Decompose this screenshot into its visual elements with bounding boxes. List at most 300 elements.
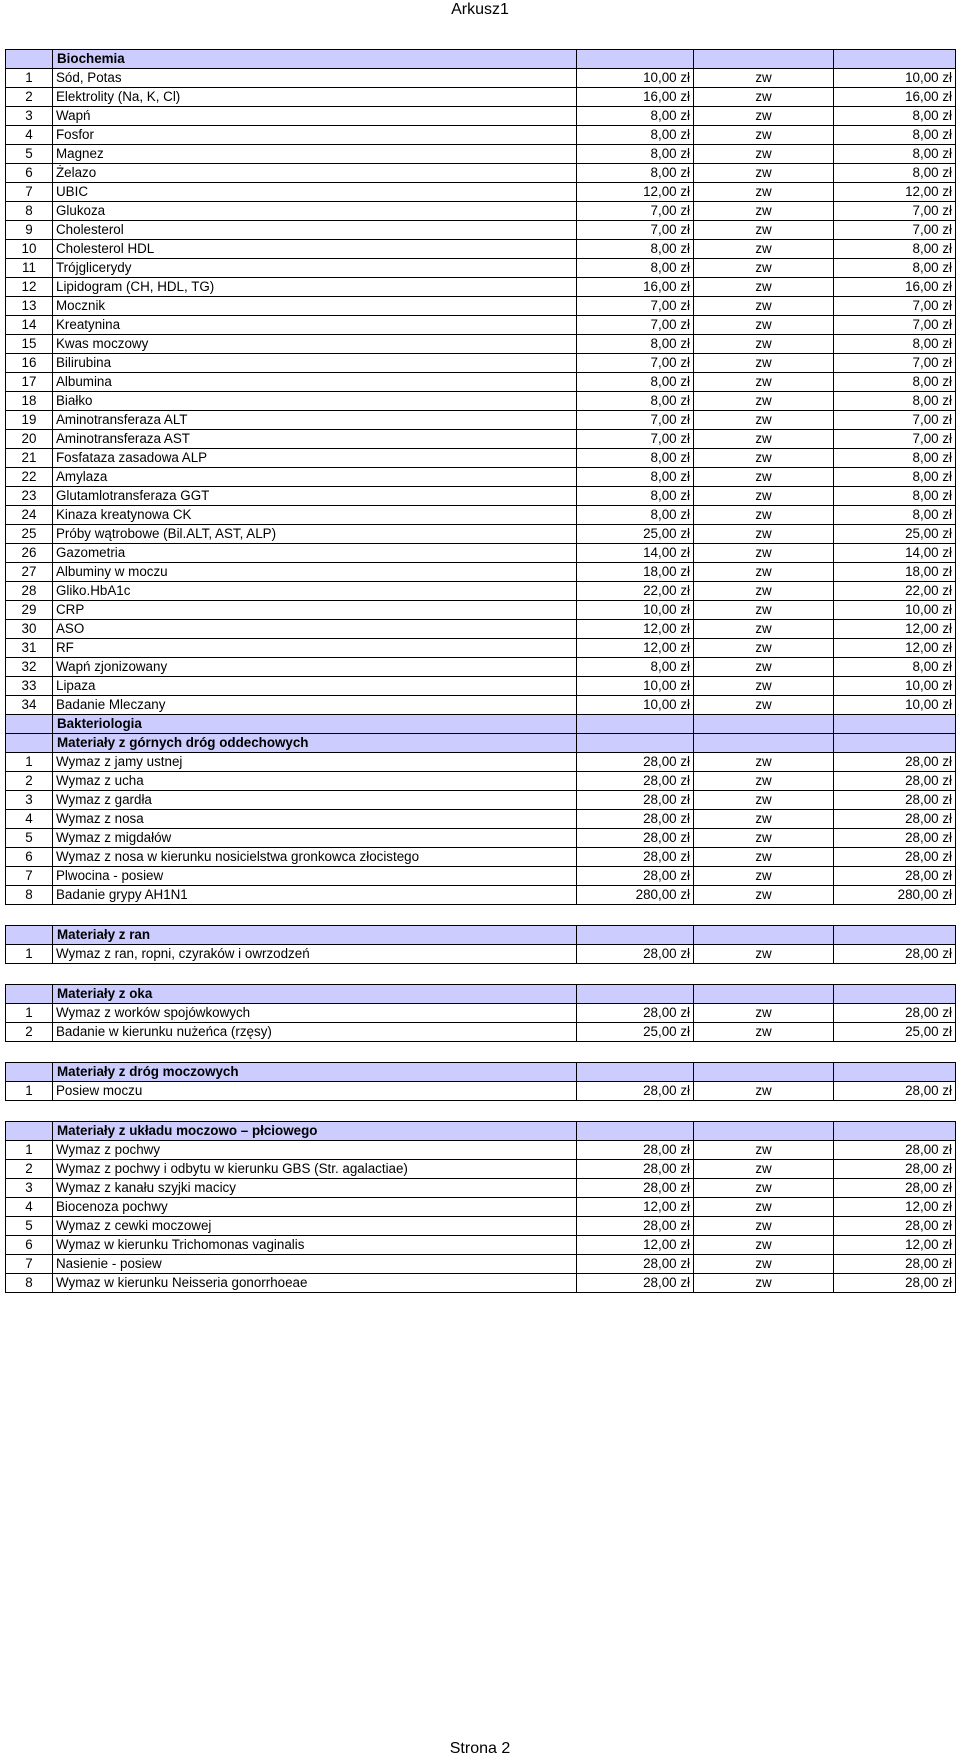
test-name: Wymaz z nosa w kierunku nosicielstwa gronkowca złocistego (53, 848, 577, 867)
price-cell: 12,00 zł (577, 183, 694, 202)
test-name: Wymaz z worków spojówkowych (53, 1004, 577, 1023)
vat-cell: zw (694, 468, 834, 487)
price-cell: 25,00 zł (577, 525, 694, 544)
total-cell: 25,00 zł (834, 525, 956, 544)
table-row (6, 1141, 956, 1160)
vat-cell: zw (694, 221, 834, 240)
price-cell: 8,00 zł (577, 487, 694, 506)
price-cell: 8,00 zł (577, 107, 694, 126)
vat-cell: zw (694, 145, 834, 164)
price-cell: 28,00 zł (577, 791, 694, 810)
section-vat-cell (694, 734, 834, 753)
price-cell: 16,00 zł (577, 278, 694, 297)
total-cell: 12,00 zł (834, 1198, 956, 1217)
test-name: Lipaza (53, 677, 577, 696)
row-number: 21 (6, 449, 53, 468)
row-number: 12 (6, 278, 53, 297)
test-name: Fosfataza zasadowa ALP (53, 449, 577, 468)
row-number: 9 (6, 221, 53, 240)
test-name: Wymaz z kanału szyjki macicy (53, 1179, 577, 1198)
price-cell: 8,00 zł (577, 145, 694, 164)
total-cell: 10,00 zł (834, 696, 956, 715)
row-number: 3 (6, 791, 53, 810)
table-row (6, 829, 956, 848)
section-total-cell (834, 734, 956, 753)
table-row (6, 639, 956, 658)
test-name: Trójglicerydy (53, 259, 577, 278)
row-number: 26 (6, 544, 53, 563)
total-cell: 28,00 zł (834, 848, 956, 867)
vat-cell: zw (694, 202, 834, 221)
total-cell: 7,00 zł (834, 221, 956, 240)
row-number: 30 (6, 620, 53, 639)
test-name: Kinaza kreatynowa CK (53, 506, 577, 525)
price-cell: 280,00 zł (577, 886, 694, 905)
row-number: 6 (6, 1236, 53, 1255)
test-name: Lipidogram (CH, HDL, TG) (53, 278, 577, 297)
spacer-cell (53, 1101, 577, 1122)
test-name: Żelazo (53, 164, 577, 183)
price-cell: 28,00 zł (577, 1082, 694, 1101)
sheet-title: Arkusz1 (451, 1, 509, 18)
table-row (6, 145, 956, 164)
row-number: 3 (6, 107, 53, 126)
price-list-sheet (5, 49, 956, 1293)
total-cell: 12,00 zł (834, 639, 956, 658)
table-row (6, 1023, 956, 1042)
table-row (6, 563, 956, 582)
section-num-cell (6, 734, 53, 753)
spacer-cell (694, 1042, 834, 1063)
spacer-cell (577, 964, 694, 985)
vat-cell: zw (694, 1141, 834, 1160)
table-row (6, 1198, 956, 1217)
vat-cell: zw (694, 107, 834, 126)
row-number: 1 (6, 1082, 53, 1101)
total-cell: 28,00 zł (834, 810, 956, 829)
row-number: 4 (6, 1198, 53, 1217)
price-cell: 8,00 zł (577, 126, 694, 145)
spacer-cell (834, 964, 956, 985)
row-number: 7 (6, 183, 53, 202)
vat-cell: zw (694, 639, 834, 658)
total-cell: 22,00 zł (834, 582, 956, 601)
vat-cell: zw (694, 88, 834, 107)
test-name: Bilirubina (53, 354, 577, 373)
price-cell: 7,00 zł (577, 297, 694, 316)
table-row (6, 316, 956, 335)
section-price-cell (577, 715, 694, 734)
total-cell: 8,00 zł (834, 392, 956, 411)
test-name: Badanie grypy AH1N1 (53, 886, 577, 905)
vat-cell: zw (694, 829, 834, 848)
table-row (6, 430, 956, 449)
row-number: 25 (6, 525, 53, 544)
row-number: 7 (6, 867, 53, 886)
total-cell: 8,00 zł (834, 468, 956, 487)
row-number: 27 (6, 563, 53, 582)
test-name: Albumina (53, 373, 577, 392)
row-number: 33 (6, 677, 53, 696)
price-cell: 8,00 zł (577, 373, 694, 392)
table-row (6, 1004, 956, 1023)
price-cell: 7,00 zł (577, 202, 694, 221)
section-total-cell (834, 715, 956, 734)
total-cell: 25,00 zł (834, 1023, 956, 1042)
table-row (6, 886, 956, 905)
test-name: Próby wątrobowe (Bil.ALT, AST, ALP) (53, 525, 577, 544)
row-number: 1 (6, 753, 53, 772)
vat-cell: zw (694, 1217, 834, 1236)
row-number: 1 (6, 1141, 53, 1160)
section-title: Materiały z układu moczowo – płciowego (53, 1122, 577, 1141)
section-vat-cell (694, 926, 834, 945)
vat-cell: zw (694, 240, 834, 259)
section-title: Materiały z ran (53, 926, 577, 945)
section-header-row (6, 50, 956, 69)
test-name: Nasienie - posiew (53, 1255, 577, 1274)
test-name: Wymaz z pochwy (53, 1141, 577, 1160)
test-name: Magnez (53, 145, 577, 164)
vat-cell: zw (694, 411, 834, 430)
row-number: 19 (6, 411, 53, 430)
row-number: 29 (6, 601, 53, 620)
row-number: 10 (6, 240, 53, 259)
total-cell: 7,00 zł (834, 202, 956, 221)
price-cell: 12,00 zł (577, 1236, 694, 1255)
row-number: 8 (6, 886, 53, 905)
spacer-cell (53, 1042, 577, 1063)
section-header-row (6, 715, 956, 734)
price-cell: 14,00 zł (577, 544, 694, 563)
row-number: 2 (6, 772, 53, 791)
price-cell: 8,00 zł (577, 658, 694, 677)
total-cell: 28,00 zł (834, 1274, 956, 1293)
test-name: RF (53, 639, 577, 658)
section-header-row (6, 926, 956, 945)
vat-cell: zw (694, 1004, 834, 1023)
row-number: 17 (6, 373, 53, 392)
price-cell: 7,00 zł (577, 316, 694, 335)
test-name: Wymaz z cewki moczowej (53, 1217, 577, 1236)
section-header-row (6, 734, 956, 753)
vat-cell: zw (694, 658, 834, 677)
test-name: Sód, Potas (53, 69, 577, 88)
price-cell: 28,00 zł (577, 1179, 694, 1198)
table-row (6, 696, 956, 715)
total-cell: 8,00 zł (834, 259, 956, 278)
test-name: Wymaz z gardła (53, 791, 577, 810)
total-cell: 12,00 zł (834, 183, 956, 202)
table-row (6, 791, 956, 810)
section-price-cell (577, 985, 694, 1004)
row-number: 32 (6, 658, 53, 677)
table-row (6, 867, 956, 886)
price-cell: 12,00 zł (577, 1198, 694, 1217)
test-name: Kreatynina (53, 316, 577, 335)
vat-cell: zw (694, 354, 834, 373)
vat-cell: zw (694, 1023, 834, 1042)
test-name: Wymaz z nosa (53, 810, 577, 829)
test-name: Gliko.HbA1c (53, 582, 577, 601)
test-name: Elektrolity (Na, K, Cl) (53, 88, 577, 107)
total-cell: 8,00 zł (834, 240, 956, 259)
row-number: 3 (6, 1179, 53, 1198)
price-cell: 16,00 zł (577, 88, 694, 107)
section-price-cell (577, 1063, 694, 1082)
table-row (6, 373, 956, 392)
vat-cell: zw (694, 1082, 834, 1101)
vat-cell: zw (694, 696, 834, 715)
spacer-cell (6, 905, 53, 926)
table-row (6, 202, 956, 221)
price-cell: 8,00 zł (577, 164, 694, 183)
spacer-row (6, 964, 956, 985)
price-cell: 7,00 zł (577, 221, 694, 240)
test-name: Biocenoza pochwy (53, 1198, 577, 1217)
price-cell: 28,00 zł (577, 1141, 694, 1160)
test-name: Wymaz z jamy ustnej (53, 753, 577, 772)
vat-cell: zw (694, 1179, 834, 1198)
table-row (6, 1236, 956, 1255)
spacer-cell (6, 1042, 53, 1063)
price-cell: 28,00 zł (577, 810, 694, 829)
spacer-cell (577, 1101, 694, 1122)
test-name: Wymaz z migdałów (53, 829, 577, 848)
section-title: Materiały z dróg moczowych (53, 1063, 577, 1082)
total-cell: 8,00 zł (834, 449, 956, 468)
row-number: 8 (6, 1274, 53, 1293)
spacer-cell (694, 1101, 834, 1122)
row-number: 11 (6, 259, 53, 278)
section-title: Materiały z górnych dróg oddechowych (53, 734, 577, 753)
price-cell: 28,00 zł (577, 829, 694, 848)
spacer-cell (834, 1042, 956, 1063)
test-name: Wymaz w kierunku Neisseria gonorrhoeae (53, 1274, 577, 1293)
total-cell: 28,00 zł (834, 829, 956, 848)
table-row (6, 1082, 956, 1101)
table-row (6, 1179, 956, 1198)
spacer-cell (53, 964, 577, 985)
table-row (6, 1274, 956, 1293)
price-cell: 8,00 zł (577, 259, 694, 278)
section-vat-cell (694, 715, 834, 734)
test-name: Gazometria (53, 544, 577, 563)
total-cell: 7,00 zł (834, 354, 956, 373)
section-price-cell (577, 734, 694, 753)
table-row (6, 240, 956, 259)
test-name: Wapń (53, 107, 577, 126)
vat-cell: zw (694, 164, 834, 183)
total-cell: 28,00 zł (834, 945, 956, 964)
total-cell: 28,00 zł (834, 1217, 956, 1236)
price-cell: 8,00 zł (577, 506, 694, 525)
test-name: Glutamlotransferaza GGT (53, 487, 577, 506)
total-cell: 7,00 zł (834, 316, 956, 335)
row-number: 24 (6, 506, 53, 525)
total-cell: 12,00 zł (834, 620, 956, 639)
section-title: Bakteriologia (53, 715, 577, 734)
row-number: 31 (6, 639, 53, 658)
row-number: 20 (6, 430, 53, 449)
spacer-cell (694, 905, 834, 926)
section-total-cell (834, 985, 956, 1004)
table-row (6, 354, 956, 373)
table-row (6, 848, 956, 867)
table-row (6, 677, 956, 696)
vat-cell: zw (694, 1236, 834, 1255)
price-cell: 12,00 zł (577, 639, 694, 658)
spacer-row (6, 1042, 956, 1063)
test-name: Wymaz z ucha (53, 772, 577, 791)
row-number: 13 (6, 297, 53, 316)
spacer-cell (577, 905, 694, 926)
total-cell: 12,00 zł (834, 1236, 956, 1255)
total-cell: 8,00 zł (834, 487, 956, 506)
vat-cell: zw (694, 506, 834, 525)
total-cell: 7,00 zł (834, 430, 956, 449)
spacer-cell (834, 1101, 956, 1122)
price-cell: 7,00 zł (577, 411, 694, 430)
row-number: 5 (6, 145, 53, 164)
total-cell: 8,00 zł (834, 107, 956, 126)
table-row (6, 221, 956, 240)
total-cell: 8,00 zł (834, 126, 956, 145)
total-cell: 10,00 zł (834, 677, 956, 696)
total-cell: 8,00 zł (834, 335, 956, 354)
table-row (6, 69, 956, 88)
vat-cell: zw (694, 183, 834, 202)
table-row (6, 297, 956, 316)
total-cell: 10,00 zł (834, 601, 956, 620)
vat-cell: zw (694, 848, 834, 867)
price-cell: 28,00 zł (577, 753, 694, 772)
row-number: 6 (6, 164, 53, 183)
vat-cell: zw (694, 563, 834, 582)
price-cell: 18,00 zł (577, 563, 694, 582)
table-row (6, 392, 956, 411)
test-name: Albuminy w moczu (53, 563, 577, 582)
vat-cell: zw (694, 430, 834, 449)
section-title: Materiały z oka (53, 985, 577, 1004)
test-name: Aminotransferaza ALT (53, 411, 577, 430)
total-cell: 28,00 zł (834, 1160, 956, 1179)
table-row (6, 259, 956, 278)
price-cell: 28,00 zł (577, 772, 694, 791)
price-cell: 8,00 zł (577, 240, 694, 259)
vat-cell: zw (694, 677, 834, 696)
row-number: 5 (6, 829, 53, 848)
vat-cell: zw (694, 126, 834, 145)
row-number: 22 (6, 468, 53, 487)
total-cell: 10,00 zł (834, 69, 956, 88)
test-name: Badanie Mleczany (53, 696, 577, 715)
table-row (6, 449, 956, 468)
vat-cell: zw (694, 297, 834, 316)
section-vat-cell (694, 1122, 834, 1141)
price-cell: 28,00 zł (577, 867, 694, 886)
test-name: Amylaza (53, 468, 577, 487)
price-cell: 28,00 zł (577, 1255, 694, 1274)
table-row (6, 107, 956, 126)
vat-cell: zw (694, 1255, 834, 1274)
table-row (6, 487, 956, 506)
table-row (6, 525, 956, 544)
vat-cell: zw (694, 772, 834, 791)
price-cell: 28,00 zł (577, 1004, 694, 1023)
total-cell: 28,00 zł (834, 1082, 956, 1101)
table-row (6, 278, 956, 297)
test-name: Plwocina - posiew (53, 867, 577, 886)
price-cell: 7,00 zł (577, 430, 694, 449)
row-number: 8 (6, 202, 53, 221)
vat-cell: zw (694, 487, 834, 506)
vat-cell: zw (694, 392, 834, 411)
row-number: 6 (6, 848, 53, 867)
price-cell: 28,00 zł (577, 945, 694, 964)
table-row (6, 753, 956, 772)
price-cell: 28,00 zł (577, 1160, 694, 1179)
row-number: 2 (6, 1023, 53, 1042)
row-number: 23 (6, 487, 53, 506)
section-num-cell (6, 985, 53, 1004)
section-total-cell (834, 50, 956, 69)
table-row (6, 506, 956, 525)
vat-cell: zw (694, 1160, 834, 1179)
total-cell: 28,00 zł (834, 867, 956, 886)
price-table-body (6, 50, 956, 1293)
test-name: Glukoza (53, 202, 577, 221)
total-cell: 8,00 zł (834, 164, 956, 183)
section-vat-cell (694, 50, 834, 69)
section-title: Biochemia (53, 50, 577, 69)
test-name: Wymaz z pochwy i odbytu w kierunku GBS (Str. agalactiae) (53, 1160, 577, 1179)
table-row (6, 1160, 956, 1179)
test-name: UBIC (53, 183, 577, 202)
total-cell: 28,00 zł (834, 753, 956, 772)
section-num-cell (6, 926, 53, 945)
row-number: 4 (6, 126, 53, 145)
price-cell: 12,00 zł (577, 620, 694, 639)
section-header-row (6, 985, 956, 1004)
table-row (6, 126, 956, 145)
table-row (6, 88, 956, 107)
section-header-row (6, 1063, 956, 1082)
total-cell: 280,00 zł (834, 886, 956, 905)
table-row (6, 810, 956, 829)
test-name: Białko (53, 392, 577, 411)
row-number: 1 (6, 1004, 53, 1023)
test-name: Kwas moczowy (53, 335, 577, 354)
total-cell: 8,00 zł (834, 658, 956, 677)
vat-cell: zw (694, 867, 834, 886)
vat-cell: zw (694, 1274, 834, 1293)
total-cell: 28,00 zł (834, 1179, 956, 1198)
spacer-row (6, 905, 956, 926)
vat-cell: zw (694, 259, 834, 278)
section-total-cell (834, 1063, 956, 1082)
row-number: 1 (6, 945, 53, 964)
vat-cell: zw (694, 886, 834, 905)
test-name: CRP (53, 601, 577, 620)
vat-cell: zw (694, 335, 834, 354)
test-name: Wapń zjonizowany (53, 658, 577, 677)
price-cell: 10,00 zł (577, 696, 694, 715)
test-name: Cholesterol (53, 221, 577, 240)
vat-cell: zw (694, 373, 834, 392)
total-cell: 8,00 zł (834, 506, 956, 525)
price-cell: 10,00 zł (577, 601, 694, 620)
